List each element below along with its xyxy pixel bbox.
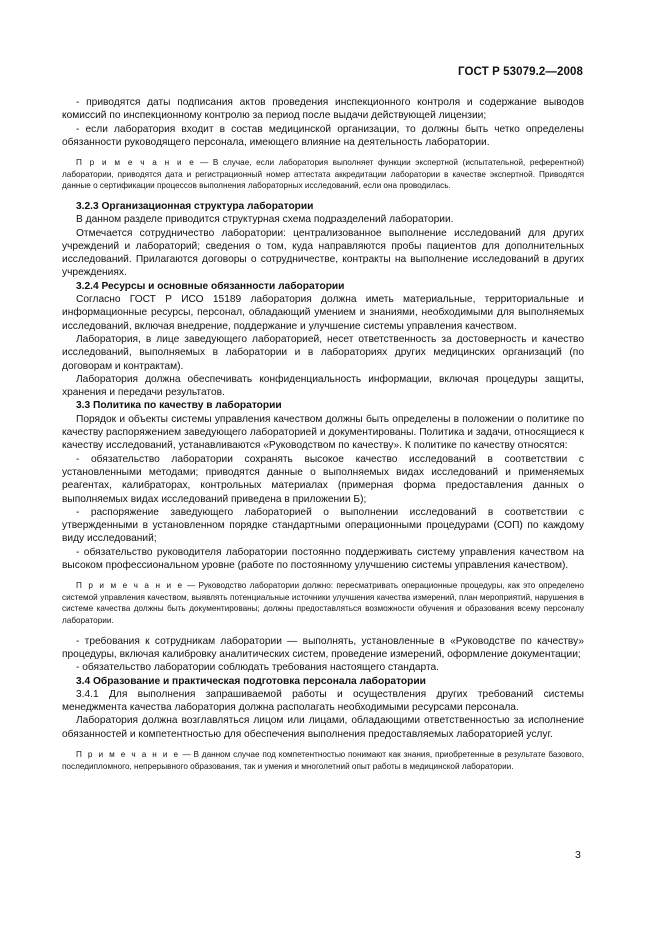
paragraph: Лаборатория должна возглавляться лицом или лицами, обладающими ответственностью за исполнение обязанностей и компетентностью для обеспечения выполнения предоставляемых лабораторией услуг. — [62, 715, 584, 740]
section-heading-3-2-3: 3.2.3 Организационная структура лаборатории — [76, 200, 314, 212]
document-id: ГОСТ Р 53079.2—2008 — [458, 66, 583, 78]
note-text: — Руководство лаборатории должно: пересматривать операционные процедуры, как это определено системой управления качеством, выявлять потенциальные источники улучшения качества измерений, план мероприятий, нарушения в системе качества должны быть документированы; должны предоставляться возможности обучения и образования всему персоналу лаборатории. — [62, 581, 584, 626]
paragraph: Отмечается сотрудничество лаборатории: централизованное выполнение исследований для других учреждений и лабораторий; сведения о том, куда направляются пробы пациентов для дополнительных исследований. Прилагаются договоры о сотрудничестве, контракты на выполнение исследований в других учреждениях. — [62, 227, 584, 279]
note-label: П р и м е ч а н и е — [76, 750, 180, 760]
note-block — [62, 749, 584, 772]
note-text: — В случае, если лаборатория выполняет функции экспертной (испытательной, референтной) лаборатории, приводятся дата и регистрационный номер аттестата аккредитации лаборатории в качестве экспертной. Приводятся данные о сертификации процессов выполнения лабораторных исследований, если она проводилась. — [62, 158, 584, 191]
list-item: - обязательство лаборатории соблюдать требования настоящего стандарта. — [76, 662, 440, 674]
list-item: - обязательство руководителя лаборатории постоянно поддерживать систему управления качеством на высоком профессиональном уровне (работе по постоянному улучшению системы управления качеством). — [62, 546, 584, 571]
list-item: - требования к сотрудникам лаборатории — выполнять, установленные в «Руководстве по качеству» процедуры, включая калибровку аналитических систем, проведение измерений, оформление документации; — [62, 635, 584, 660]
list-item: - если лаборатория входит в состав медицинской организации, то должны быть четко определены обязанности руководящего персонала, имеющего влияние на деятельность лаборатории. — [62, 123, 584, 148]
note-text: — В данном случае под компетентностью понимают как знания, приобретенные в результате базового, последипломного, непрерывного образования, так и умения и многолетний опыт работы в медицинской лаборатории. — [62, 750, 584, 771]
note-block — [62, 157, 584, 192]
list-item: - приводятся даты подписания актов проведения инспекционного контроля и содержание выводов комиссий по инспекционному контролю за период после выдачи действующей лицензии; — [62, 97, 584, 122]
page-body — [62, 96, 584, 780]
note-label: П р и м е ч а н и е — [76, 158, 196, 168]
note-label: П р и м е ч а н и е — [76, 581, 184, 591]
paragraph: Лаборатория должна обеспечивать конфиденциальность информации, включая процедуры защиты, хранения и передачи результатов. — [62, 373, 584, 399]
list-item: - обязательство лаборатории сохранять высокое качество исследований в соответствии с установленными методами; приводятся данные о выполняемых видах исследований и применяемых реагентах, калибраторах, контрольных материалах (примерная форма предоставления данных о выполняемых видах исследований приведена в приложении Б); — [62, 453, 584, 505]
section-heading-3-3: 3.3 Политика по качеству в лаборатории — [76, 400, 282, 412]
page-number: 3 — [575, 849, 581, 861]
paragraph: Согласно ГОСТ Р ИСО 15189 лаборатория должна иметь материальные, территориальные и информационные ресурсы, персонал, обладающий умением и знаниями, необходимыми для выполняемых исследований, включая внедрение, поддержание и улучшение системы управления качеством. — [62, 294, 584, 332]
section-heading-3-2-4: 3.2.4 Ресурсы и основные обязанности лаборатории — [76, 280, 345, 292]
note-block — [62, 580, 584, 626]
paragraph: 3.4.1 Для выполнения запрашиваемой работы и осуществления других требований системы менеджмента качества лаборатория должна располагать необходимыми ресурсами персонала. — [62, 688, 584, 714]
section-heading-3-4: 3.4 Образование и практическая подготовка персонала лаборатории — [76, 675, 426, 687]
paragraph: Лаборатория, в лице заведующего лабораторией, несет ответственность за достоверность и качество исследований, выполняемых в лаборатории и в лабораториях других медицинских организаций (по договорам и контрактам). — [62, 333, 584, 372]
list-item: - распоряжение заведующего лабораторией о выполнении исследований в соответствии с утвержденными в установленном порядке стандартными операционными процедурами (СОП) по каждому виду исследований; — [62, 506, 584, 545]
paragraph: В данном разделе приводится структурная схема подразделений лаборатории. — [76, 214, 454, 226]
paragraph: Порядок и объекты системы управления качеством должны быть определены в положении о политике по качеству распоряжением заведующего лабораторией и документированы. Политика и задачи, относящиеся к качеству исследований, устанавливаются «Руководством по качеству». К политике по качеству относятся: — [62, 413, 584, 452]
